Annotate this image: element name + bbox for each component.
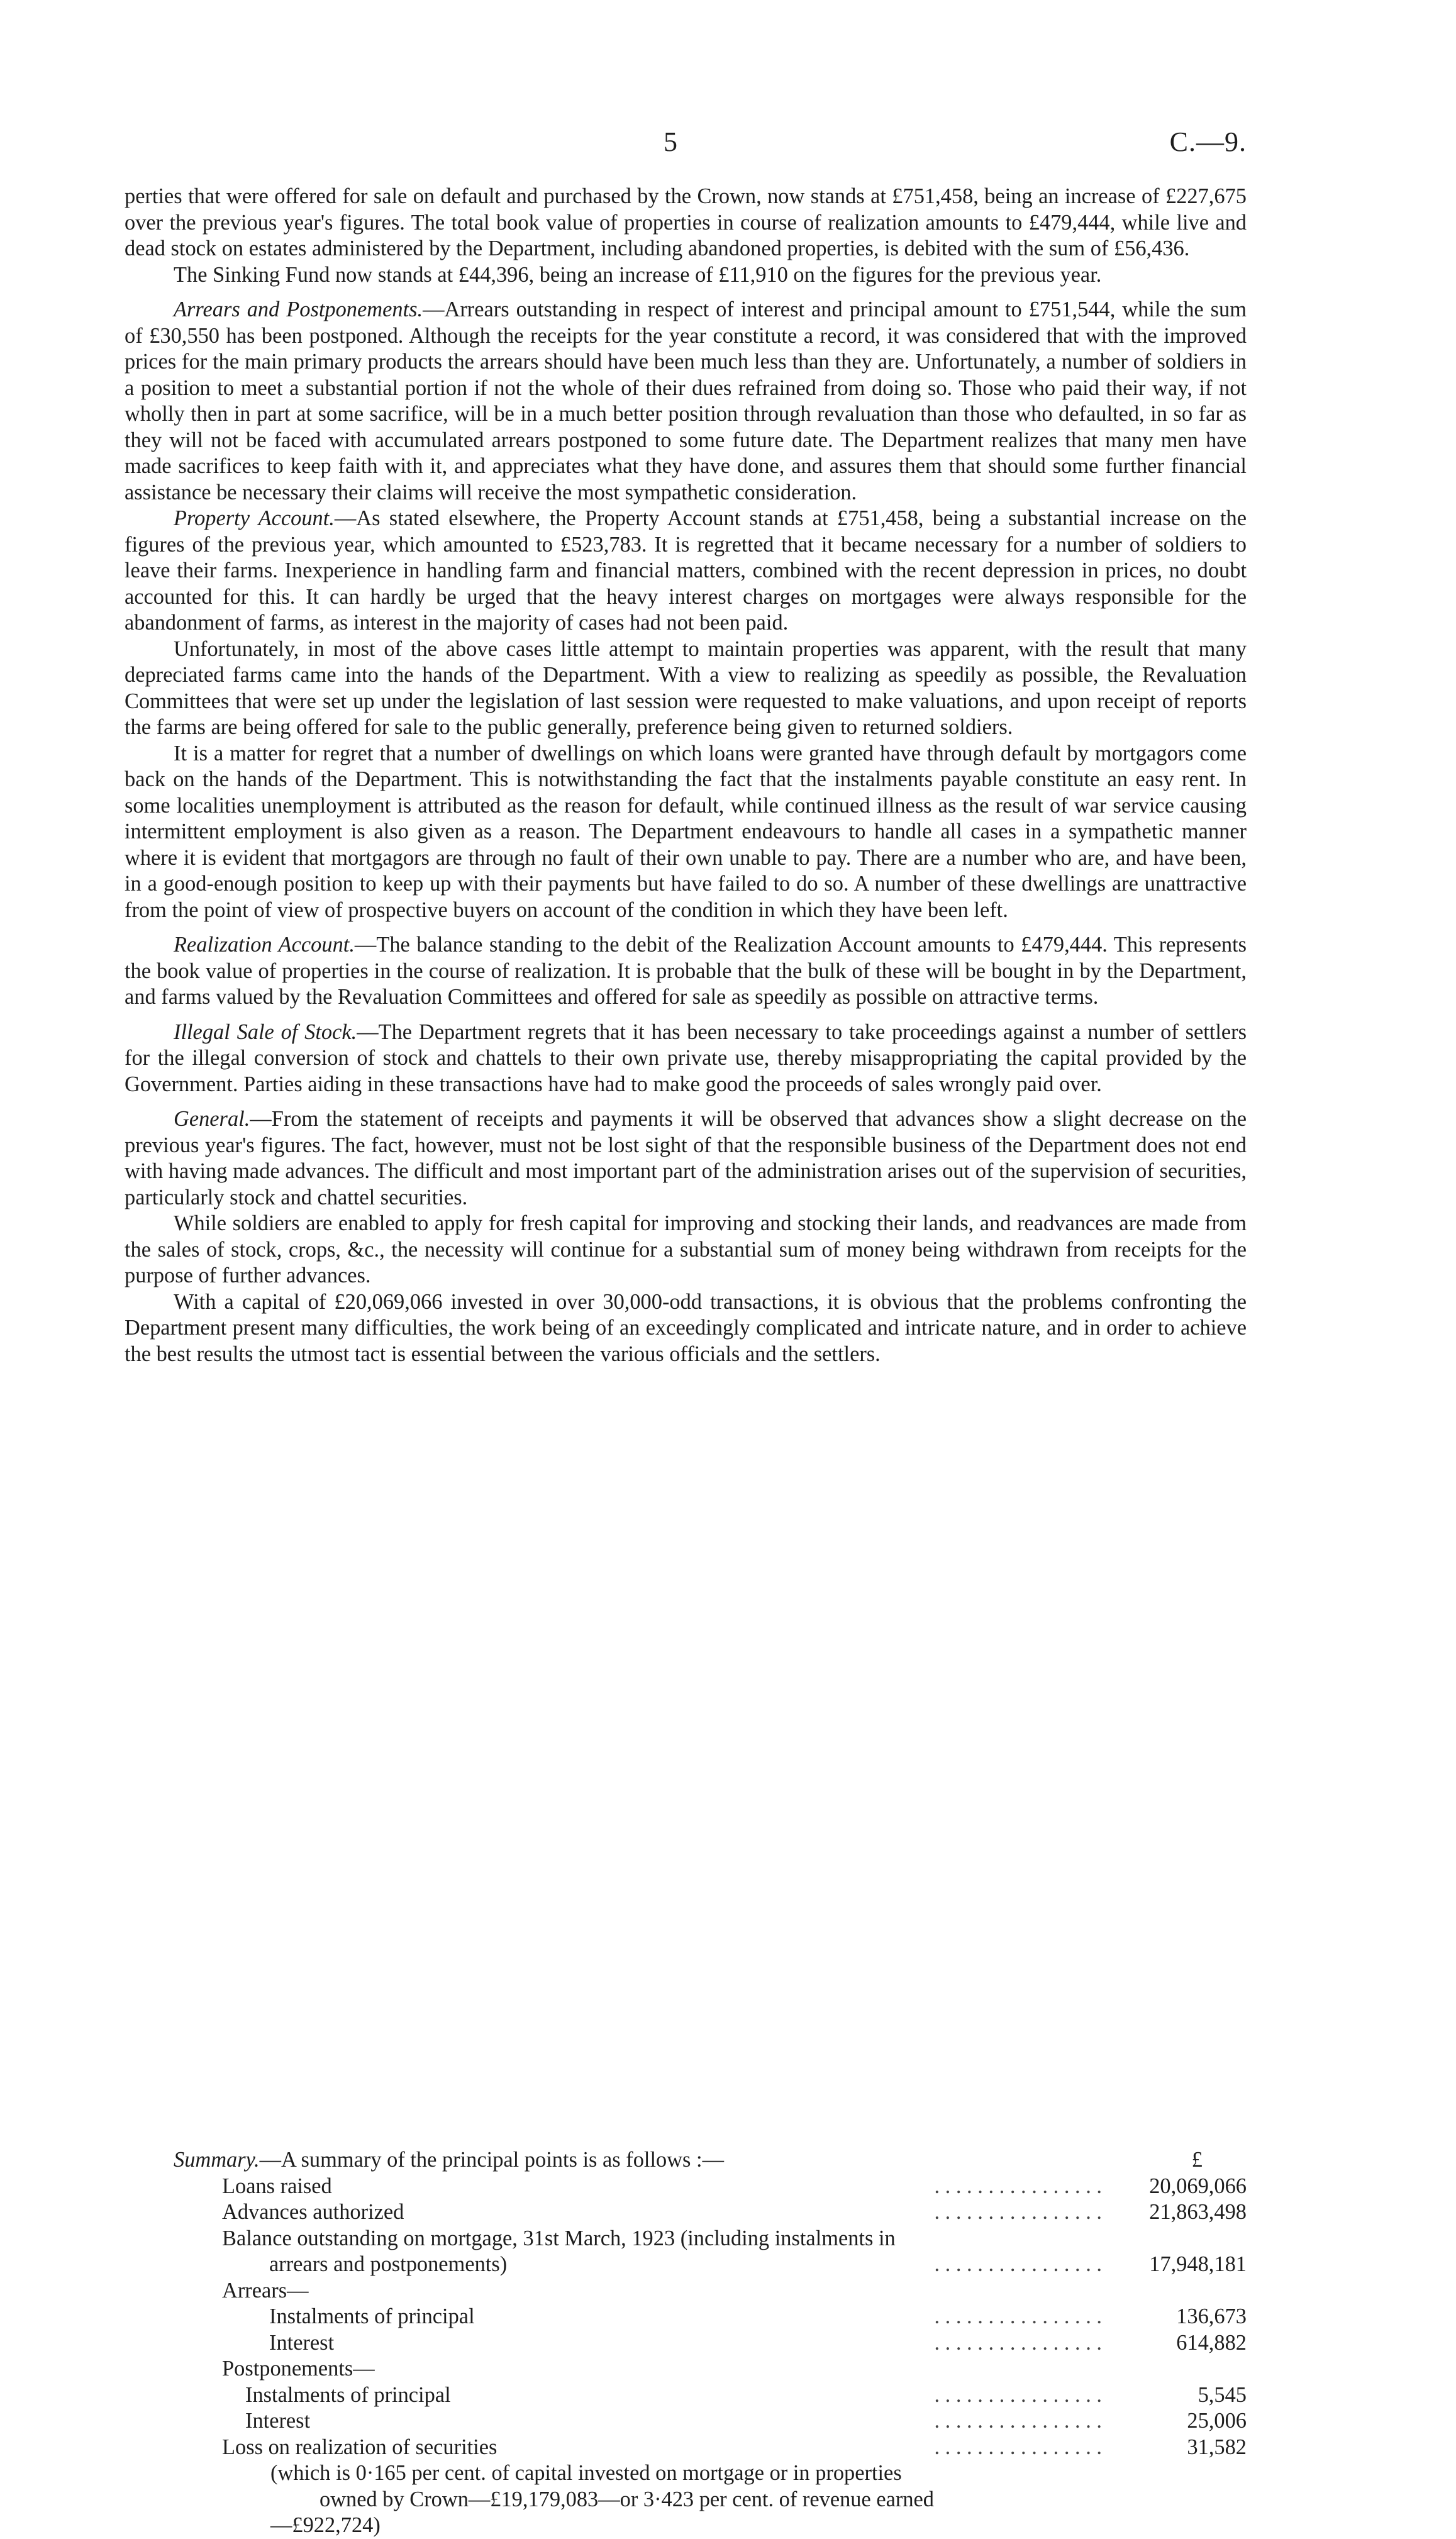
section-heading: Property Account. <box>174 506 335 530</box>
section-heading: Arrears and Postponements. <box>174 297 423 321</box>
leader-dots: . . . . . . . . . . . . . . . . <box>934 2304 1102 2328</box>
section-heading: Realization Account. <box>174 933 355 957</box>
row-label: arrears and postponements) <box>269 2252 508 2276</box>
row-label: Instalments of principal <box>245 2382 451 2407</box>
leader-dots: . . . . . . . . . . . . . . . . <box>934 2252 1102 2276</box>
row-value: 31,582 <box>1187 2435 1247 2459</box>
summary-row <box>125 2356 1247 2382</box>
summary-row <box>125 2382 1247 2409</box>
row-label: Interest <box>245 2409 311 2433</box>
summary-row <box>125 2408 1247 2435</box>
currency-symbol: £ <box>1191 2148 1203 2172</box>
paragraph: Arrears and Postponements.—Arrears outstanding in respect of interest and principal amount to £751,544, while the sum of £30,550 has been postponed. Although the receipts for the year constitute a record, it was considered that with the improved prices for the main primary products the arrears should have been much less than they are. Unfortunately, a number of soldiers in a position to meet a substantial portion if not the whole of their dues refrained from doing so. Those who paid their way, if not wholly then in part at some sacrifice, will be in a much better position through revaluation than those who defaulted, in so far as they will not be faced with accumulated arrears postponed to some future date. The Department realizes that many men have made sacrifices to keep faith with it, and appreciates what they have done, and assures them that should some further financial assistance be necessary their claims will receive the most sympathetic consideration. <box>125 297 1247 504</box>
paragraph: It is a matter for regret that a number of dwellings on which loans were granted have through default by mortgagors come back on the hands of the Department. This is notwithstanding the fact that the instalments payable constitute an easy rent. In some localities unemployment is attributed as the reason for default, while continued illness as the result of war service causing intermittent employment is also given as a reason. The Department endeavours to handle all cases in a sympathetic manner where it is evident that mortgagors are through no fault of their own unable to pay. There are a number who are, and have been, in a good-enough position to keep up with their payments but have failed to do so. A number of these dwellings are unattractive from the point of view of prospective buyers on account of the condition in which they have been left. <box>125 741 1247 922</box>
paragraph: With a capital of £20,069,066 invested in over 30,000-odd transactions, it is obvious that the problems confronting the Department present many difficulties, the work being of an exceedingly complicated and intricate nature, and in order to achieve the best results the utmost tact is essential between the various officials and the settlers. <box>125 1289 1247 1366</box>
row-value: 136,673 <box>1176 2304 1247 2328</box>
leader-dots: . . . . . . . . . . . . . . . . <box>934 2382 1102 2407</box>
paragraph: While soldiers are enabled to apply for fresh capital for improving and stocking their lands, and readvances are made from the sales of stock, crops, &c., the necessity will continue for a substantial sum of money being withdrawn from receipts for the purpose of further advances. <box>125 1211 1247 1287</box>
row-label: Arrears— <box>222 2278 309 2303</box>
leader-dots: . . . . . . . . . . . . . . . . <box>934 2200 1102 2224</box>
note-line: owned by Crown—£19,179,083—or 3·423 per cent. of revenue earned <box>320 2487 934 2511</box>
document-reference: C.—9. <box>1169 126 1247 157</box>
row-value: 17,948,181 <box>1149 2252 1247 2276</box>
summary-row <box>125 2226 1247 2252</box>
body-text <box>125 184 1247 1367</box>
paragraph: Realization Account.—The balance standing to the debit of the Realization Account amounts to £479,444. This represents the book value of properties in the course of realization. It is probable that the bulk of these will be bought in by the Department, and farms valued by the Revaluation Committees and offered for sale as speedily as possible on attractive terms. <box>125 933 1247 1009</box>
leader-dots: . . . . . . . . . . . . . . . . <box>934 2435 1102 2459</box>
paragraph: Illegal Sale of Stock.—The Department regrets that it has been necessary to take proceedings against a number of settlers for the illegal conversion of stock and chattels to their own private use, thereby misappropriating the capital provided by the Government. Parties aiding in these transactions have had to make good the proceeds of sales wrongly paid over. <box>125 1019 1247 1096</box>
row-value: 25,006 <box>1187 2409 1247 2433</box>
summary-row <box>125 2278 1247 2304</box>
row-value: 614,882 <box>1176 2330 1247 2355</box>
page-number: 5 <box>664 126 677 157</box>
summary-row <box>125 2174 1247 2200</box>
row-label: Postponements— <box>222 2357 375 2381</box>
note-line: (which is 0·165 per cent. of capital invested on mortgage or in properties <box>270 2461 902 2485</box>
summary-table <box>125 2147 1247 2537</box>
summary-row <box>125 2304 1247 2330</box>
section-heading: Illegal Sale of Stock. <box>174 1019 357 1044</box>
summary-row <box>125 2252 1247 2278</box>
page-header <box>0 126 1456 170</box>
paragraph: Property Account.—As stated elsewhere, the Property Account stands at £751,458, being a substantial increase on the figures of the previous year, which amounted to £523,783. It is regretted that it became necessary for a number of soldiers to leave their farms. Inexperience in handling farm and financial matters, combined with the recent depression in prices, no doubt accounted for this. It can hardly be urged that the heavy interest charges on mortgages were always responsible for the abandonment of farms, as interest in the majority of cases had not been paid. <box>125 506 1247 635</box>
summary-row <box>125 2330 1247 2357</box>
row-value: 20,069,066 <box>1149 2174 1247 2198</box>
row-label: Loans raised <box>222 2174 332 2198</box>
leader-dots: . . . . . . . . . . . . . . . . <box>934 2409 1102 2433</box>
row-value: 5,545 <box>1198 2382 1247 2407</box>
section-heading: Summary. <box>174 2148 260 2172</box>
section-heading: General. <box>174 1107 250 1131</box>
summary-note <box>270 2460 1107 2539</box>
row-label: Advances authorized <box>222 2200 404 2224</box>
row-label: Instalments of principal <box>269 2304 475 2328</box>
leader-dots: . . . . . . . . . . . . . . . . <box>934 2174 1102 2198</box>
paragraph: General.—From the statement of receipts and payments it will be observed that advances show a slight decrease on the previous year's figures. The fact, however, must not be lost sight of that the responsible business of the Department does not end with having made advances. The difficult and most important part of the administration arises out of the supervision of securities, particularly stock and chattel securities. <box>125 1107 1247 1209</box>
summary-intro: Summary.—A summary of the principal points is as follows :— £ <box>125 2147 1247 2174</box>
row-label: Loss on realization of securities <box>222 2435 497 2459</box>
summary-row <box>125 2199 1247 2226</box>
row-label: Interest <box>269 2330 335 2355</box>
summary-row <box>125 2435 1247 2461</box>
paragraph: perties that were offered for sale on default and purchased by the Crown, now stands at £751,458, being an increase of £227,675 over the previous year's figures. The total book value of properties in course of realization amounts to £479,444, while live and dead stock on estates administered by the Department, including abandoned properties, is debited with the sum of £56,436. <box>125 184 1247 260</box>
note-line: —£922,724) <box>270 2513 381 2537</box>
paragraph: Unfortunately, in most of the above cases little attempt to maintain properties was apparent, with the result that many depreciated farms came into the hands of the Department. With a view to realizing as speedily as possible, the Revaluation Committees that were set up under the legislation of last session were requested to make valuations, and upon receipt of reports the farms are being offered for sale to the public generally, preference being given to returned soldiers. <box>125 636 1247 739</box>
paragraph: The Sinking Fund now stands at £44,396, being an increase of £11,910 on the figures for the previous year. <box>174 262 1102 287</box>
row-value: 21,863,498 <box>1149 2200 1247 2224</box>
row-label: Balance outstanding on mortgage, 31st March, 1923 (including instalments in <box>222 2226 896 2250</box>
leader-dots: . . . . . . . . . . . . . . . . <box>934 2330 1102 2355</box>
